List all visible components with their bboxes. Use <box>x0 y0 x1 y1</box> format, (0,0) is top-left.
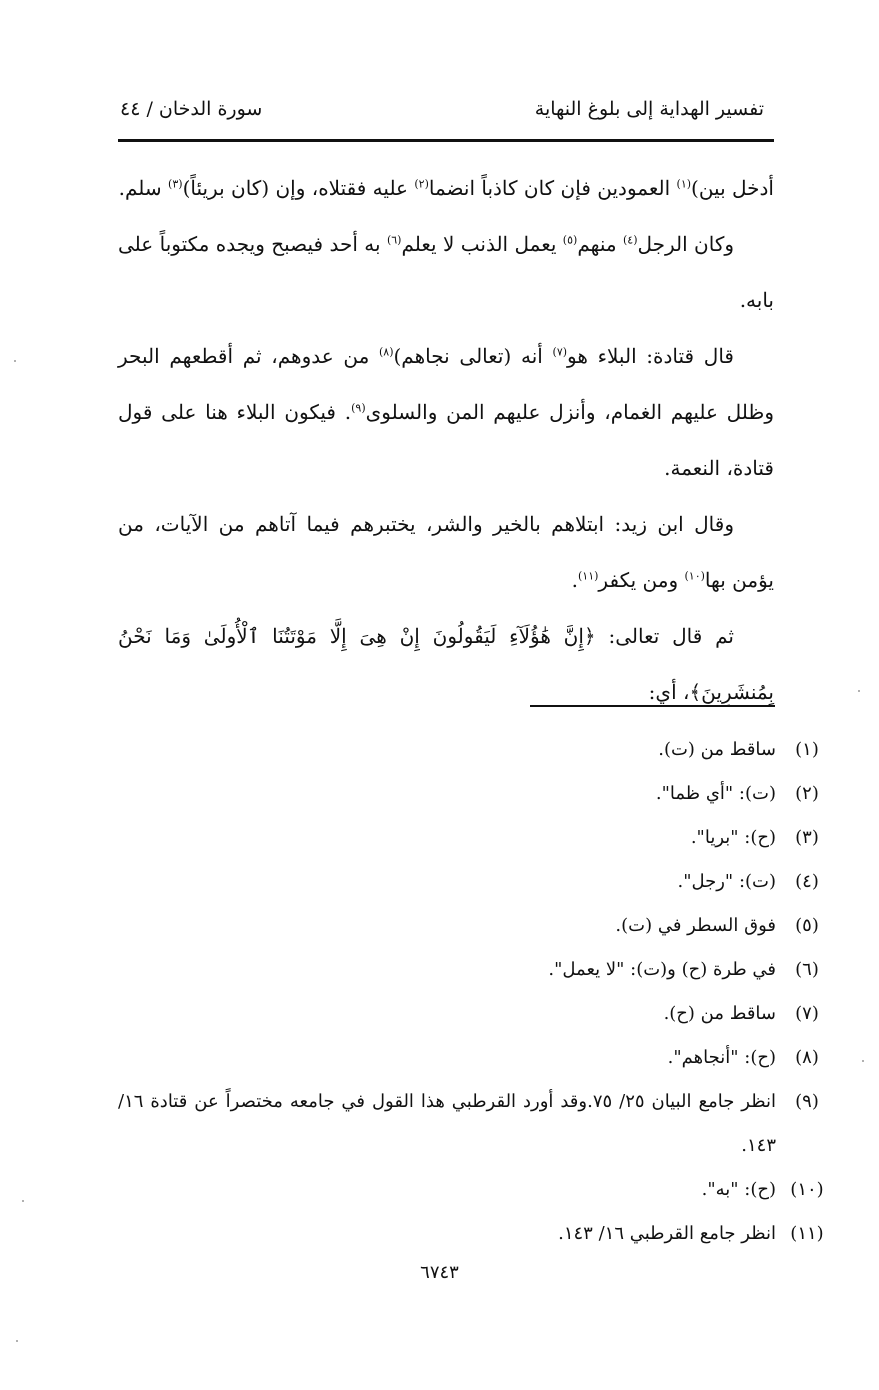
footnote-number: (٤) <box>795 871 819 892</box>
footnote-number: (١٠) <box>790 1179 824 1200</box>
text-span: . فيكون البلاء هنا على قول قتادة، النعمة. <box>118 400 774 480</box>
footnote-number: (٥) <box>795 915 819 936</box>
scan-speck <box>22 1200 24 1202</box>
footnote-separator <box>530 705 775 707</box>
paragraph-3 <box>118 328 774 496</box>
scan-speck <box>862 1060 864 1062</box>
footnote-ref-9: (٩) <box>351 401 366 415</box>
text-span: وكان الرجل <box>637 232 735 256</box>
footnote-item <box>118 992 838 1036</box>
footnote-text: (ح): "به". <box>701 1179 776 1200</box>
text-span: . <box>571 568 578 592</box>
footnote-ref-5: (٥) <box>562 233 578 247</box>
footnote-number: (٨) <box>795 1047 819 1068</box>
text-span: من عدوهم، ثم أقطعهم البحر وظلل عليهم الغمام، وأنزل عليهم المن والسلوى <box>118 344 774 424</box>
footnote-number: (١١) <box>790 1223 824 1244</box>
footnote-ref-11: (١١) <box>578 569 599 583</box>
footnote-text: فوق السطر في (ت). <box>615 915 776 936</box>
footnote-item <box>118 904 838 948</box>
footnote-text: في طرة (ح) و(ت): "لا يعمل". <box>548 959 776 980</box>
main-text <box>118 160 774 720</box>
footnote-text: (ح): "بريا". <box>690 827 776 848</box>
quran-verse: ﴿إِنَّ هَٰؤُلَآءِ لَيَقُولُونَ إِنْ هِىَ إِلَّا مَوْتَتُنَا ٱلْأُولَىٰ وَمَا نَحْنُ بِمُنشَرِينَ﴾ <box>118 624 774 704</box>
text-span: قال قتادة: البلاء هو <box>567 344 734 368</box>
running-header-surah: سورة الدخان / ٤٤ <box>120 98 263 120</box>
text-span: يعمل الذنب لا يعلم <box>401 232 563 256</box>
footnotes-list <box>118 728 838 1256</box>
text-span: منهم <box>577 232 623 256</box>
footnote-item <box>118 728 838 772</box>
footnote-number: (٢) <box>795 783 819 804</box>
footnote-text: ساقط من (ت). <box>658 739 776 760</box>
paragraph-2 <box>118 216 774 328</box>
text-span: أدخل بين) <box>691 176 774 200</box>
footnote-number: (٦) <box>795 959 819 980</box>
footnote-item <box>118 948 838 992</box>
text-span: وقال ابن زيد: ابتلاهم بالخير والشر، يختبرهم فيما آتاهم من الآيات، من يؤمن بها <box>118 512 774 592</box>
footnote-item <box>118 1212 838 1256</box>
scan-speck <box>16 1340 18 1342</box>
footnote-ref-6: (٦) <box>386 233 402 247</box>
text-span: به أحد فيصبح ويجده مكتوباً على بابه. <box>118 232 774 312</box>
footnote-ref-4: (٤) <box>622 233 638 247</box>
footnote-text: (ت): "رجل". <box>677 871 776 892</box>
text-span: عليه فقتلاه، وإن (كان بريئاً) <box>182 176 415 200</box>
footnote-ref-8: (٨) <box>378 345 394 359</box>
text-span: ثم قال تعالى: <box>595 624 734 648</box>
text-span: ومن يكفر <box>598 568 685 592</box>
footnote-number: (١) <box>795 739 819 760</box>
footnote-text: انظر جامع البيان ٢٥/ ٧٥.وقد أورد القرطبي هذا القول في جامعه مختصراً عن قتادة ١٦/ ١٤٣. <box>118 1091 776 1156</box>
footnote-item <box>118 1168 838 1212</box>
footnote-item <box>118 860 838 904</box>
scan-speck <box>14 360 16 362</box>
paragraph-4 <box>118 496 774 608</box>
running-header-book-title: تفسير الهداية إلى بلوغ النهاية <box>534 98 764 120</box>
footnote-text: (ح): "أنجاهم". <box>667 1047 776 1068</box>
footnote-ref-10: (١٠) <box>684 569 705 583</box>
footnote-item <box>118 1036 838 1080</box>
text-span: سلم. <box>118 176 169 200</box>
footnote-number: (٣) <box>795 827 819 848</box>
footnote-text: (ت): "أي ظما". <box>655 783 776 804</box>
text-span: أنه (تعالى نجاهم) <box>393 344 553 368</box>
scan-speck <box>858 690 860 692</box>
footnote-ref-3: (٣) <box>168 177 183 191</box>
footnote-ref-1: (١) <box>676 177 692 191</box>
paragraph-5 <box>118 608 774 720</box>
header-rule <box>118 139 774 142</box>
text-span: العمودين فإن كان كاذباً انضما <box>428 176 677 200</box>
footnote-text: انظر جامع القرطبي ١٦/ ١٤٣. <box>558 1223 776 1244</box>
footnote-number: (٧) <box>795 1003 819 1024</box>
footnote-ref-7: (٧) <box>552 345 568 359</box>
footnote-text: ساقط من (ح). <box>663 1003 776 1024</box>
text-span: ، أي: <box>648 680 690 704</box>
footnote-ref-2: (٢) <box>414 177 429 191</box>
paragraph-1 <box>118 160 774 216</box>
footnote-item <box>118 1080 838 1168</box>
footnote-item <box>118 816 838 860</box>
page-number: ٦٧٤٣ <box>420 1262 459 1283</box>
footnote-number: (٩) <box>795 1091 819 1112</box>
footnote-item <box>118 772 838 816</box>
